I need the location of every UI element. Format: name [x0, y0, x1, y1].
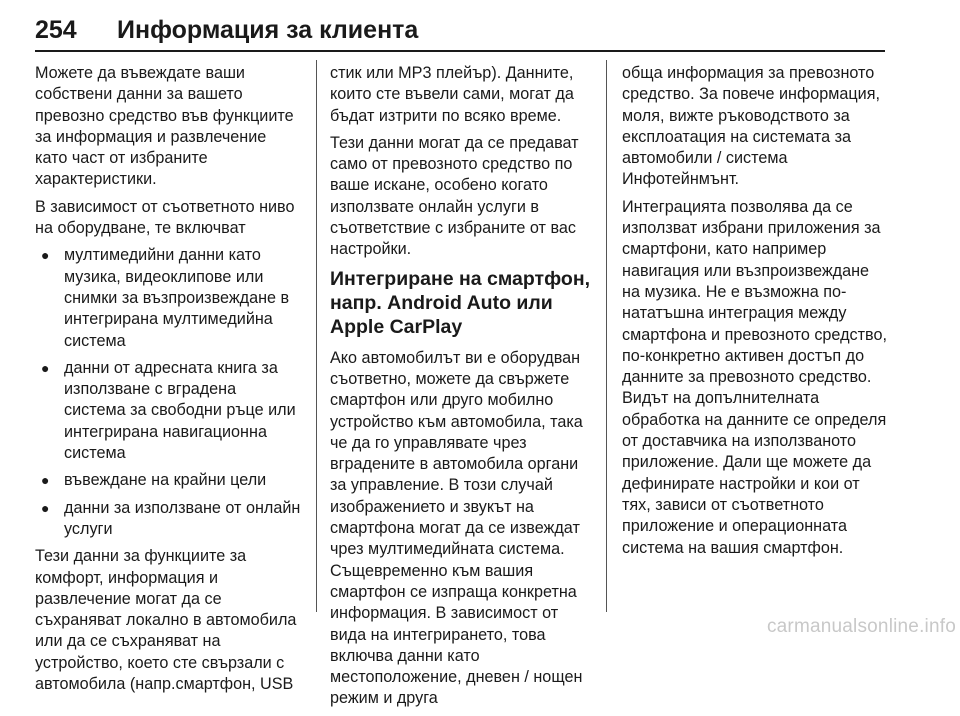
bullet-list	[35, 245, 301, 540]
paragraph: Ако автомобилът ви е оборудван съответно, можете да свържете смартфон или друго мобилно устройство към автомобила, така че да го управлявате чрез вградените в автомобила органи за управление. В този случай изображението и звукът на смартфона могат да се извеждат чрез мултимедийната система. Същевременно към вашия смартфон се изпраща конкретна информация. В зависимост от вида на интегрирането, това включва данни като местоположение, дневен / нощен режим и друга	[330, 348, 583, 708]
paragraph: Тези данни за функциите за комфорт, информация и развлечение могат да се съхраняват локално в автомобила или да се съхраняват на устройство, което сте свързали с автомобила (напр.смартфон, USB	[35, 547, 297, 694]
bullet-icon: ●	[41, 499, 50, 516]
list-item	[35, 358, 301, 464]
page-header	[35, 14, 920, 46]
watermark: carmanualsonline.info	[766, 616, 956, 637]
bullet-icon: ●	[41, 247, 50, 264]
header-rule	[35, 50, 885, 52]
column-3	[622, 63, 888, 565]
list-item-text: данни от адресната книга за използване с вградена система за свободни ръце или интегрирана навигационна система	[64, 358, 296, 463]
paragraph: обща информация за превозното средство. За повече информация, моля, вижте ръководството за експлоатация на системата за автомобили / система Инфотейнмънт.	[622, 64, 880, 189]
column-2	[330, 63, 592, 716]
list-item	[35, 470, 301, 491]
bullet-icon: ●	[41, 472, 50, 489]
column-divider-2	[606, 60, 607, 612]
page-title: Информация за клиента	[117, 16, 419, 44]
column-1	[35, 63, 301, 701]
paragraph: Интеграцията позволява да се използват избрани приложения за смартфони, като например навигация или възпроизвеждане на музика. Не е възможна по-нататъшна интеграция между смартфона и превозното средство, по-конкретно активен достъп до данните за превозното средство. Видът на допълнителната обработка на данните се определя от доставчика на използваното приложение. Дали ще можете да дефинирате настройки и кои от тях, зависи от съответното приложение и операционната система на вашия смартфон.	[622, 197, 887, 557]
paragraph: В зависимост от съответното ниво на оборудване, те включват	[35, 197, 295, 238]
list-item	[35, 498, 301, 541]
list-item-text: въвеждане на крайни цели	[64, 471, 267, 490]
list-item-text: мултимедийни данни като музика, видеоклипове или снимки за възпроизвеждане в интегрирана мултимедийна система	[64, 246, 290, 350]
bullet-icon: ●	[41, 359, 50, 376]
column-divider-1	[316, 60, 317, 612]
paragraph: Тези данни могат да се предават само от превозното средство по ваше искане, особено когато използвате онлайн услуги в съответствие с избраните от вас настройки.	[330, 133, 579, 259]
paragraph: Можете да въвеждате ваши собствени данни за вашето превозно средство във функциите за информация и развлечение като част от избраните характеристики.	[35, 64, 294, 189]
paragraph: стик или MP3 плейър). Данните, които сте въвели сами, могат да бъдат изтрити по всяко време.	[330, 64, 574, 125]
list-item	[35, 245, 301, 351]
list-item-text: данни за използване от онлайн услуги	[64, 498, 301, 538]
page-number: 254	[35, 16, 77, 44]
section-heading: Интегриране на смартфон, напр. Android Auto или Apple CarPlay	[330, 267, 591, 338]
